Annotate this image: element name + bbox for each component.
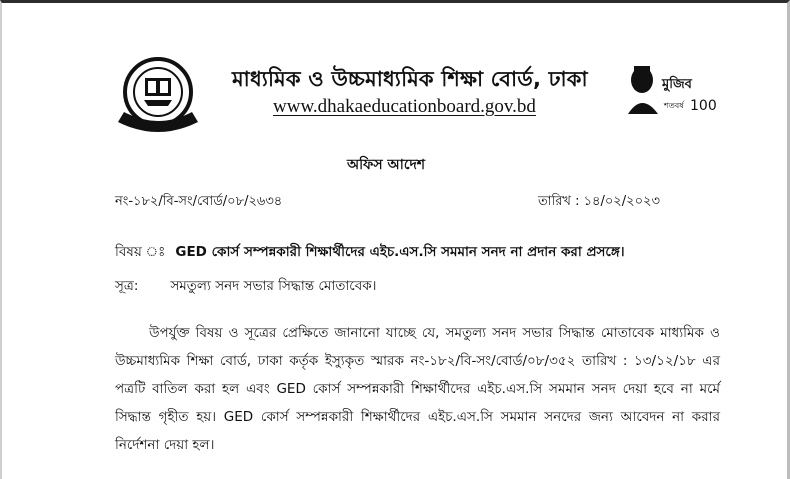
memo-date: তারিখ : ১৪/০২/২০২৩	[538, 194, 660, 209]
svg-text:শতবর্ষ: শতবর্ষ	[664, 101, 684, 110]
reference-label: সূত্র:	[115, 278, 139, 294]
subject-line	[115, 241, 715, 264]
memo-number: নং-১৮২/বি-সং/বোর্ড/০৮/২৬৩৪	[115, 194, 283, 209]
board-seal-icon	[114, 56, 202, 136]
mujib-borsho-logo	[624, 58, 716, 116]
reference-text: সমতুল্য সনদ সভার সিদ্ধান্ত মোতাবেক।	[170, 278, 377, 294]
svg-text:মুজিব: মুজিব	[662, 77, 692, 92]
board-website-link[interactable]: www.dhakaeducationboard.gov.bd	[273, 96, 536, 117]
svg-text:100: 100	[690, 98, 716, 114]
portrait-icon	[624, 58, 716, 116]
subject-text: GED কোর্স সম্পন্নকারী শিক্ষার্থীদের এইচ.এস.সি সমমান সনদ না প্রদান করা প্রসঙ্গে।	[175, 244, 625, 260]
reference-line	[115, 275, 715, 298]
body-paragraph: উপর্যুক্ত বিষয় ও সূত্রের প্রেক্ষিতে জানানো যাচ্ছে যে, সমতুল্য সনদ সভার সিদ্ধান্ত মোতাবেক মাধ্যমিক ও উচ্চমাধ্যমিক শিক্ষা বোর্ড, ঢাকা কর্তৃক ইস্যুকৃত স্মারক নং-১৮২/বি-সং/বোর্ড/০৮/৩৫২ তারিখ : ১৩/১২/১৮ এর পত্রটি বাতিল করা হল এবং GED কোর্স সম্পন্নকারী শিক্ষার্থীদের এইচ.এস.সি সমমান সনদ দেয়া হবে না মর্মে সিদ্ধান্ত গৃহীত হয়। GED কোর্স সম্পন্নকারী শিক্ষার্থীদের এইচ.এস.সি সমমান সনদের জন্য আবেদন না করার নির্দেশনা দেয়া হল।	[115, 325, 720, 453]
subject-label: বিষয় ঃ	[115, 244, 166, 260]
board-name: মাধ্যমিক ও উচ্চমাধ্যমিক শিক্ষা বোর্ড, ঢাকা	[232, 67, 588, 91]
document-title: অফিস আদেশ	[347, 157, 426, 173]
